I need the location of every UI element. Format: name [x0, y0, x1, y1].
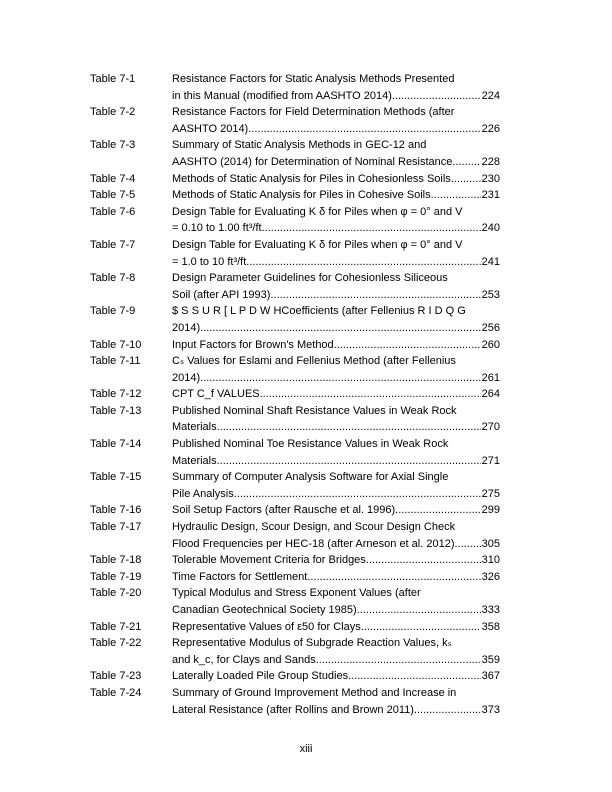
- entry-last-line: [172, 419, 500, 436]
- entry-title-line: Published Nominal Toe Resistance Values in Weak Rock: [172, 438, 449, 451]
- dot-leader: [361, 619, 481, 636]
- entry-title-line: Methods of Static Analysis for Piles in Cohesionless Soils: [172, 172, 451, 185]
- page-ref[interactable]: 333: [481, 604, 500, 616]
- page-number: xiii: [299, 743, 313, 755]
- entry-title-line: Resistance Factors for Field Determination Methods (after: [172, 106, 455, 119]
- entry-title: [172, 137, 500, 170]
- page-ref[interactable]: 305: [481, 537, 500, 550]
- entry-title: [172, 436, 500, 469]
- toc-entry[interactable]: [90, 635, 500, 668]
- page-ref[interactable]: 230: [481, 172, 500, 185]
- page-ref[interactable]: 241: [481, 255, 500, 268]
- table-number: Table 7-16: [90, 504, 142, 517]
- page-ref[interactable]: 260: [481, 338, 500, 351]
- toc-entry[interactable]: [90, 187, 500, 204]
- dot-leader: [431, 187, 481, 204]
- dot-leader: [270, 287, 480, 304]
- toc-entry[interactable]: [90, 337, 500, 354]
- entry-title: [172, 270, 500, 303]
- entry-title: [172, 337, 500, 354]
- page-ref[interactable]: 226: [481, 122, 500, 135]
- dot-leader: [452, 154, 480, 171]
- entry-title-line: Summary of Static Analysis Methods in GEC-12 and: [172, 139, 427, 152]
- table-number: Table 7-19: [90, 570, 142, 583]
- entry-title-line: = 1.0 to 10 ft³/ft: [172, 255, 247, 268]
- entry-title-line: Summary of Ground Improvement Method and Increase in: [172, 686, 457, 699]
- entry-title: [172, 569, 500, 586]
- page-ref[interactable]: 231: [481, 189, 500, 202]
- entry-last-line: [172, 370, 500, 387]
- entry-title-line: Materials: [172, 421, 217, 434]
- dot-leader: [246, 254, 480, 271]
- entry-title-line: Representative Modulus of Subgrade Reaction Values, kₛ: [172, 637, 452, 650]
- page-ref[interactable]: 228: [481, 155, 500, 168]
- entry-last-line: [172, 502, 500, 519]
- entry-title-line: Canadian Geotechnical Society 1985): [172, 604, 357, 616]
- toc-entry[interactable]: [90, 237, 500, 270]
- table-number: Table 7-11: [90, 355, 141, 368]
- entry-last-line: [172, 171, 500, 188]
- entry-title-line: AASHTO 2014): [172, 122, 249, 135]
- entry-last-line: [172, 619, 500, 636]
- entry-title-line: Design Table for Evaluating K δ for Piles when φ = 0° and V: [172, 238, 463, 251]
- dot-leader: [217, 419, 481, 436]
- entry-last-line: [172, 254, 500, 271]
- dot-leader: [414, 702, 481, 719]
- entry-title-line: CPT C_f VALUES: [172, 388, 260, 401]
- entry-title-line: = 0.10 to 1.00 ft³/ft: [172, 222, 262, 235]
- entry-title-line: Methods of Static Analysis for Piles in Cohesive Soils: [172, 189, 431, 202]
- dot-leader: [200, 320, 481, 337]
- table-number: Table 7-7: [90, 238, 136, 251]
- dot-leader: [307, 569, 480, 586]
- entry-title-line: Soil (after API 1993): [172, 288, 271, 301]
- table-number: Table 7-2: [90, 106, 136, 119]
- table-list: [90, 71, 500, 718]
- table-number: Table 7-17: [90, 521, 142, 534]
- table-number: Table 7-3: [90, 139, 136, 152]
- dot-leader: [395, 502, 480, 519]
- entry-title: [172, 519, 500, 552]
- toc-entry[interactable]: [90, 171, 500, 188]
- toc-entry[interactable]: [90, 619, 500, 636]
- entry-last-line: [172, 88, 500, 105]
- entry-title-line: Time Factors for Settlement: [172, 570, 308, 583]
- entry-title-line: 2014): [172, 371, 201, 384]
- entry-title: [172, 469, 500, 502]
- entry-title: [172, 619, 500, 636]
- table-number: Table 7-21: [90, 620, 142, 633]
- toc-entry[interactable]: [90, 137, 500, 170]
- entry-title-line: Laterally Loaded Pile Group Studies: [172, 670, 349, 683]
- entry-last-line: [172, 154, 500, 171]
- entry-last-line: [172, 320, 500, 337]
- entry-title-line: Hydraulic Design, Scour Design, and Scour Design Check: [172, 521, 456, 534]
- dot-leader: [234, 486, 481, 503]
- entry-title-line: Pile Analysis: [172, 487, 234, 500]
- entry-last-line: [172, 220, 500, 237]
- entry-title-line: Design Parameter Guidelines for Cohesionless Siliceous: [172, 272, 448, 285]
- entry-title: [172, 171, 500, 188]
- dot-leader: [200, 370, 481, 387]
- table-number: Table 7-22: [90, 637, 142, 650]
- entry-title-line: in this Manual (modified from AASHTO 2014): [172, 89, 392, 102]
- entry-last-line: [172, 453, 500, 470]
- toc-entry[interactable]: [90, 585, 500, 618]
- toc-entry[interactable]: [90, 270, 500, 303]
- table-number: Table 7-1: [90, 73, 136, 85]
- entry-title-line: Soil Setup Factors (after Rausche et al. 1996): [172, 504, 396, 517]
- dot-leader: [248, 121, 480, 138]
- dot-leader: [366, 552, 481, 569]
- dot-leader: [451, 171, 481, 188]
- entry-title-line: Tolerable Movement Criteria for Bridges: [172, 554, 366, 567]
- entry-last-line: [172, 187, 500, 204]
- entry-title: [172, 353, 500, 386]
- page-ref[interactable]: 326: [481, 570, 500, 583]
- entry-title-line: Summary of Computer Analysis Software for Axial Single: [172, 471, 449, 484]
- entry-title: [172, 187, 500, 204]
- dot-leader: [316, 652, 481, 669]
- entry-title-line: Typical Modulus and Stress Exponent Values (after: [172, 587, 421, 600]
- entry-title: [172, 685, 500, 718]
- page-ref[interactable]: 359: [481, 653, 500, 666]
- entry-last-line: [172, 386, 500, 403]
- entry-title: [172, 104, 500, 137]
- table-number: Table 7-13: [90, 404, 142, 417]
- page-ref[interactable]: 270: [481, 421, 500, 434]
- page-ref[interactable]: 256: [481, 321, 500, 334]
- dot-leader: [260, 386, 481, 403]
- entry-title-line: Materials: [172, 454, 217, 467]
- entry-last-line: [172, 536, 500, 553]
- toc-entry[interactable]: [90, 104, 500, 137]
- toc-entry[interactable]: [90, 204, 500, 237]
- page-ref[interactable]: 358: [481, 620, 500, 633]
- table-number: Table 7-12: [90, 388, 142, 401]
- entry-last-line: [172, 121, 500, 138]
- entry-title: [172, 71, 500, 104]
- entry-title: [172, 552, 500, 569]
- entry-title-line: Published Nominal Shaft Resistance Values in Weak Rock: [172, 404, 457, 417]
- table-number: Table 7-9: [90, 305, 136, 318]
- page-ref[interactable]: 310: [481, 554, 500, 567]
- dot-leader: [357, 602, 481, 619]
- table-number: Table 7-6: [90, 205, 136, 218]
- entry-last-line: [172, 602, 500, 619]
- entry-title: [172, 635, 500, 668]
- table-number: Table 7-15: [90, 471, 142, 484]
- table-number: Table 7-18: [90, 554, 142, 567]
- toc-entry[interactable]: [90, 436, 500, 469]
- entry-title: [172, 386, 500, 403]
- entry-last-line: [172, 552, 500, 569]
- entry-title: [172, 502, 500, 519]
- page-ref[interactable]: 261: [481, 371, 500, 384]
- entry-last-line: [172, 702, 500, 719]
- table-number: Table 7-24: [90, 686, 142, 699]
- entry-title-line: Flood Frequencies per HEC-18 (after Arneson et al. 2012): [172, 537, 455, 550]
- entry-title-line: Lateral Resistance (after Rollins and Brown 2011): [172, 703, 414, 716]
- entry-title-line: Resistance Factors for Static Analysis Methods Presented: [172, 73, 455, 85]
- entry-title: [172, 585, 500, 618]
- dot-leader: [348, 668, 481, 685]
- entry-title: [172, 237, 500, 270]
- toc-entry[interactable]: [90, 685, 500, 718]
- toc-entry[interactable]: [90, 502, 500, 519]
- entry-last-line: [172, 486, 500, 503]
- entry-title: [172, 668, 500, 685]
- toc-entry[interactable]: [90, 519, 500, 552]
- entry-title-line: AASHTO (2014) for Determination of Nominal Resistance: [172, 155, 453, 168]
- toc-entry[interactable]: [90, 386, 500, 403]
- page-ref[interactable]: 271: [481, 454, 500, 467]
- entry-title-line: $ S S U R [ L P D W HCoefficients (after Fellenius R I D Q G: [172, 305, 466, 318]
- table-number: Table 7-8: [90, 272, 136, 285]
- entry-title-line: and k_c, for Clays and Sands: [172, 653, 316, 666]
- entry-last-line: [172, 668, 500, 685]
- page-ref[interactable]: 253: [481, 288, 500, 301]
- toc-entry[interactable]: [90, 71, 500, 104]
- table-number: Table 7-10: [90, 338, 142, 351]
- entry-last-line: [172, 287, 500, 304]
- toc-entry[interactable]: [90, 469, 500, 502]
- page-ref[interactable]: 367: [481, 670, 500, 683]
- page-ref[interactable]: 224: [481, 89, 500, 102]
- entry-title-line: Design Table for Evaluating K δ for Piles when φ = 0° and V: [172, 205, 463, 218]
- entry-last-line: [172, 652, 500, 669]
- entry-title-line: Cₛ Values for Eslami and Fellenius Method (after Fellenius: [172, 355, 456, 368]
- page-ref[interactable]: 373: [481, 703, 500, 716]
- toc-entry[interactable]: [90, 403, 500, 436]
- table-number: Table 7-4: [90, 172, 136, 185]
- toc-entry[interactable]: [90, 303, 500, 336]
- page-ref[interactable]: 275: [481, 487, 500, 500]
- page-ref[interactable]: 264: [481, 388, 500, 401]
- dot-leader: [454, 536, 480, 553]
- dot-leader: [217, 453, 481, 470]
- entry-title: [172, 303, 500, 336]
- table-number: Table 7-20: [90, 587, 142, 600]
- toc-entry[interactable]: [90, 569, 500, 586]
- entry-title-line: 2014): [172, 321, 201, 334]
- dot-leader: [334, 337, 481, 354]
- table-number: Table 7-23: [90, 670, 142, 683]
- table-number: Table 7-5: [90, 189, 136, 202]
- entry-title: [172, 204, 500, 237]
- entry-title: [172, 403, 500, 436]
- entry-last-line: [172, 337, 500, 354]
- toc-entry[interactable]: [90, 353, 500, 386]
- entry-title-line: Input Factors for Brown's Method: [172, 338, 334, 351]
- dot-leader: [262, 220, 481, 237]
- toc-entry[interactable]: [90, 552, 500, 569]
- page-ref[interactable]: 240: [481, 222, 500, 235]
- table-number: Table 7-14: [90, 438, 142, 451]
- dot-leader: [392, 88, 481, 105]
- page-ref[interactable]: 299: [481, 504, 500, 517]
- toc-entry[interactable]: [90, 668, 500, 685]
- entry-title-line: Representative Values of ε50 for Clays: [172, 620, 361, 633]
- entry-last-line: [172, 569, 500, 586]
